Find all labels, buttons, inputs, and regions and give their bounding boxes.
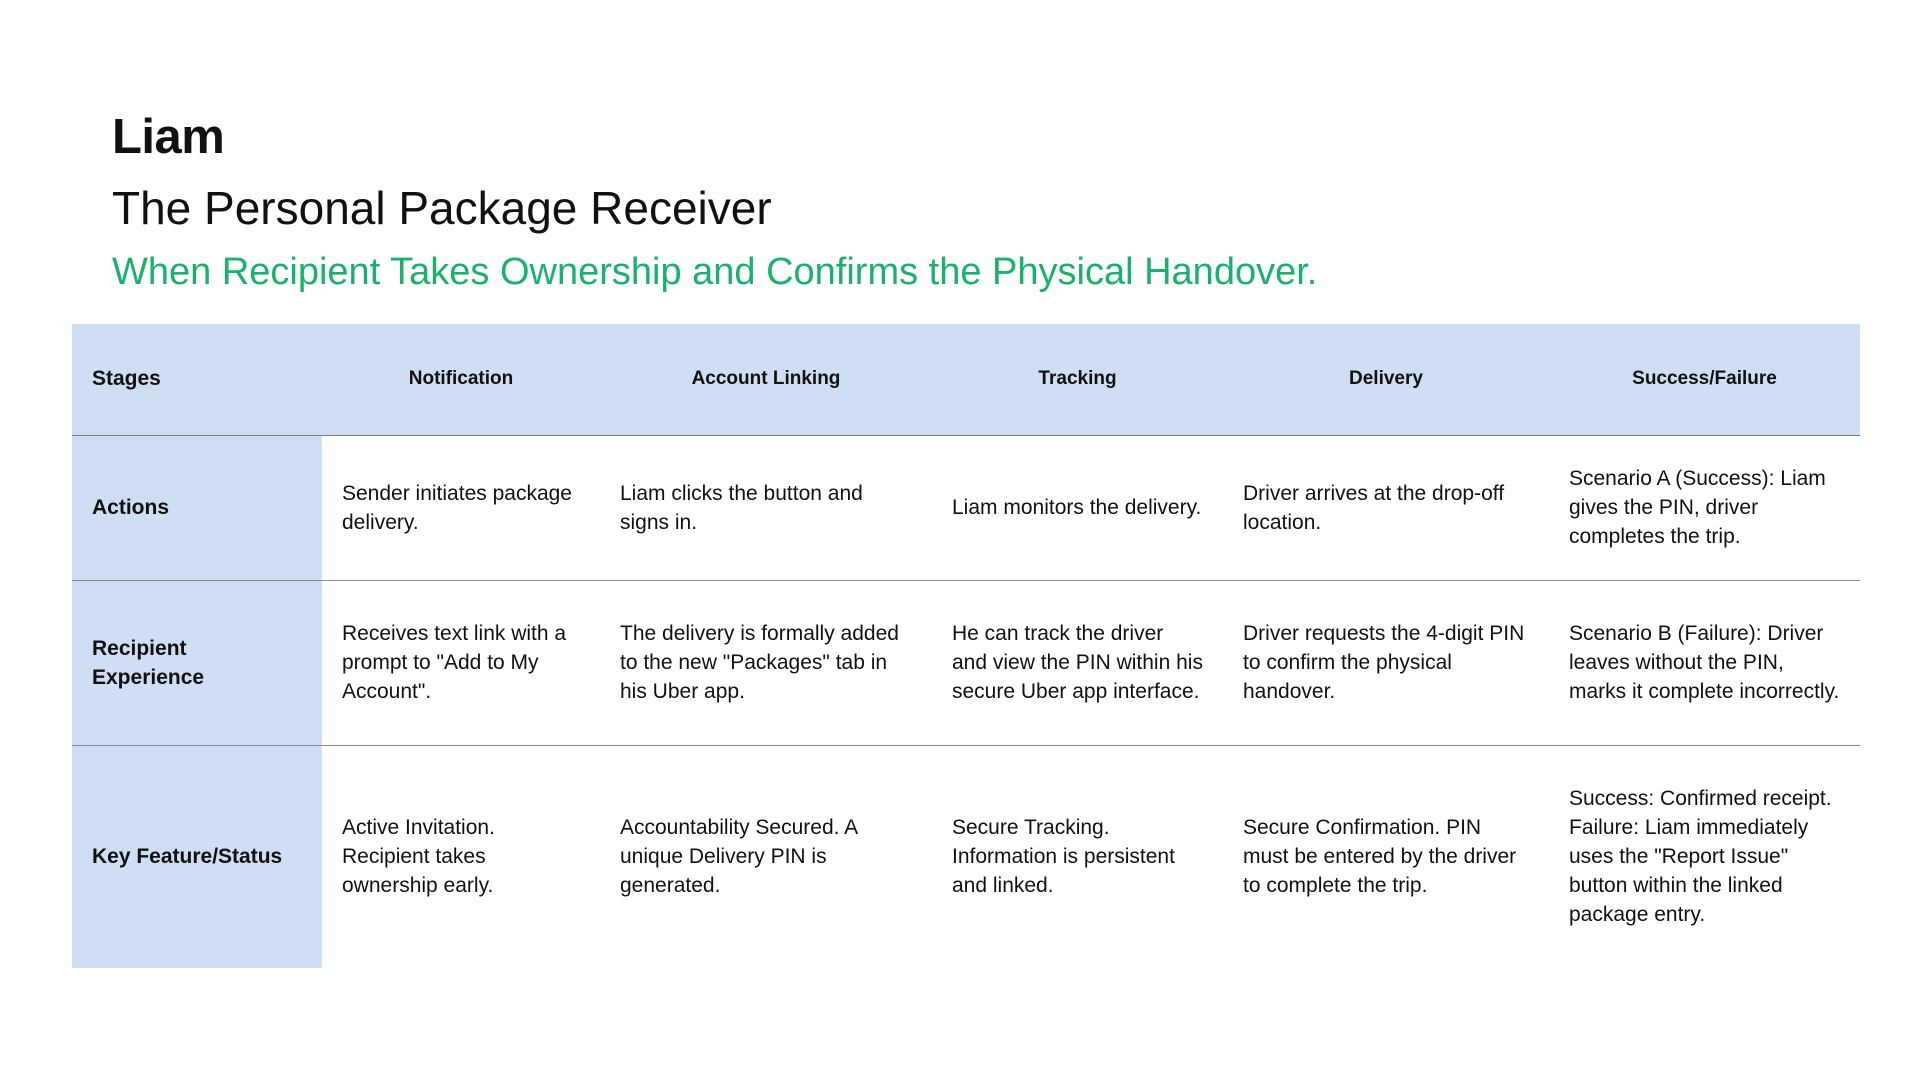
table-cell: Accountability Secured. A unique Delivery PIN is generated. xyxy=(620,816,857,898)
stage-delivery: Delivery xyxy=(1223,324,1549,435)
table-row-actions xyxy=(72,435,1860,580)
stages-header-label: Stages xyxy=(72,324,322,435)
persona-header xyxy=(112,105,1317,299)
table-cell: Scenario A (Success): Liam gives the PIN, driver completes the trip. xyxy=(1549,435,1860,580)
row-label-key-feature-status: Key Feature/Status xyxy=(72,745,322,968)
table-cell: The delivery is formally added to the new "Packages" tab in his Uber app. xyxy=(600,580,932,745)
stage-notification: Notification xyxy=(322,324,600,435)
stages-header-row xyxy=(72,324,1860,435)
table-row-recipient-experience xyxy=(72,580,1860,745)
table-cell: He can track the driver and view the PIN within his secure Uber app interface. xyxy=(932,580,1223,745)
row-label-recipient-experience: Recipient Experience xyxy=(72,580,322,745)
table-row-key-feature-status xyxy=(72,745,1860,968)
table-cell: Receives text link with a prompt to "Add to My Account". xyxy=(322,580,600,745)
table-cell: Active Invitation. Recipient takes ownership early. xyxy=(342,816,495,898)
persona-tagline: When Recipient Takes Ownership and Confirms the Physical Handover. xyxy=(112,251,1318,293)
table-cell: Secure Confirmation. PIN must be entered by the driver to complete the trip. xyxy=(1243,816,1517,898)
table-cell: Secure Tracking. Information is persistent and linked. xyxy=(952,816,1175,898)
journey-table xyxy=(72,324,1860,968)
table-cell: Driver requests the 4-digit PIN to confirm the physical handover. xyxy=(1223,580,1549,745)
table-cell: Driver arrives at the drop-off location. xyxy=(1223,435,1549,580)
table-cell: Scenario B (Failure): Driver leaves without the PIN, marks it complete incorrectly. xyxy=(1549,580,1860,745)
table-cell: Liam monitors the delivery. xyxy=(932,435,1223,580)
table-cell: Sender initiates package delivery. xyxy=(322,435,600,580)
persona-name: Liam xyxy=(112,110,225,164)
stage-account-linking: Account Linking xyxy=(600,324,932,435)
table-cell: Liam clicks the button and signs in. xyxy=(600,435,932,580)
row-label-actions: Actions xyxy=(72,435,322,580)
table-cell: Success: Confirmed receipt. Failure: Liam immediately uses the "Report Issue" button within the linked package entry. xyxy=(1569,787,1832,927)
stage-tracking: Tracking xyxy=(932,324,1223,435)
stage-success-failure: Success/Failure xyxy=(1549,324,1860,435)
persona-role: The Personal Package Receiver xyxy=(112,182,772,234)
